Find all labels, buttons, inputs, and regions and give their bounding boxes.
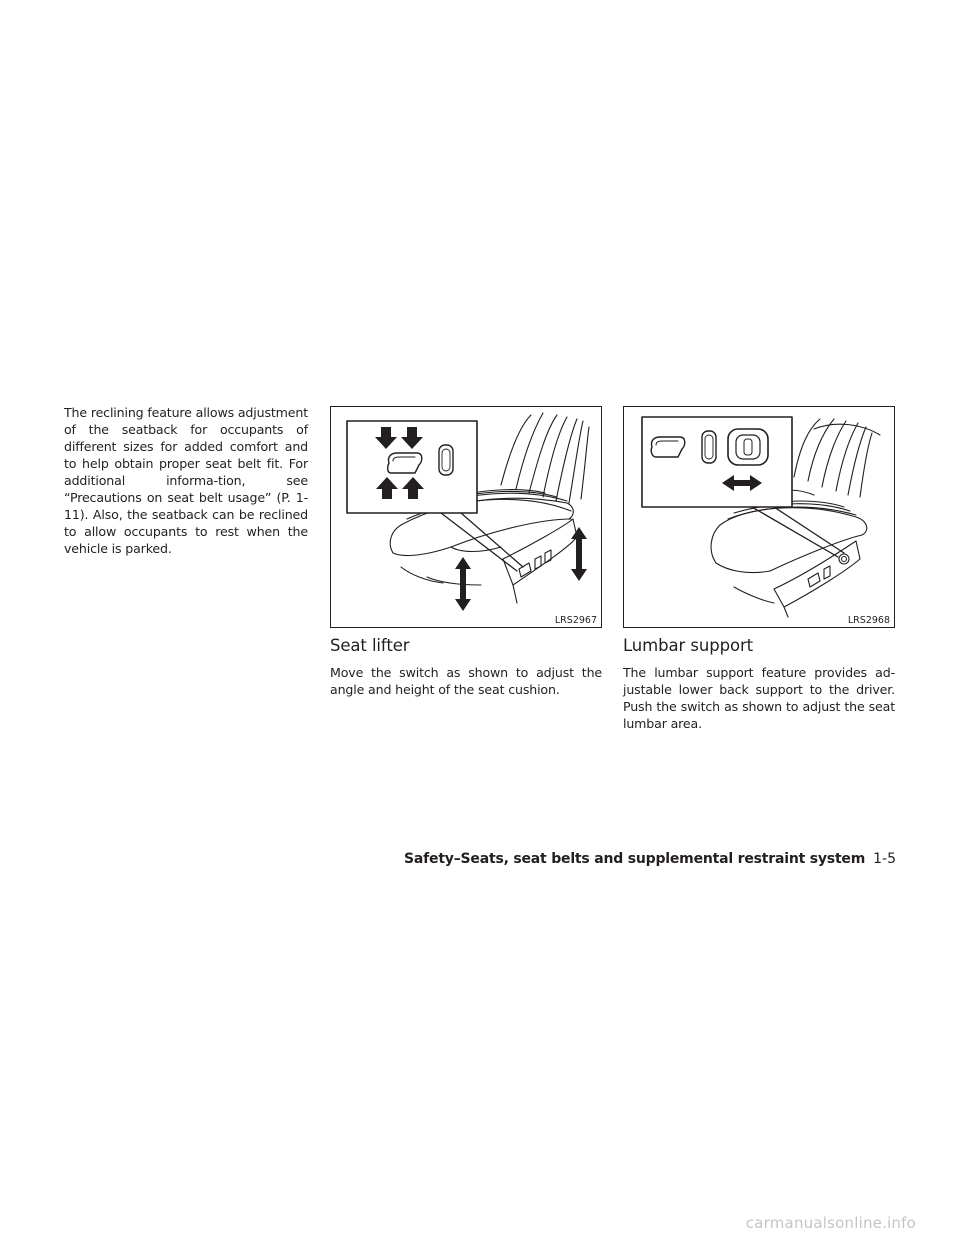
page-number: 1-5	[873, 851, 896, 867]
lumbar-support-section	[623, 636, 895, 732]
section-heading: Lumbar support	[623, 636, 753, 655]
chapter-title: Safety–Seats, seat belts and supplemental restraint system	[404, 851, 866, 867]
seat-lifter-section	[330, 636, 602, 698]
watermark: carmanualsonline.info	[745, 1214, 916, 1232]
lumbar-support-figure	[623, 406, 895, 628]
seat-lifter-figure	[330, 406, 602, 628]
lumbar-support-switch-illustration	[624, 407, 895, 628]
page-footer	[404, 850, 896, 868]
section-paragraph: Move the switch as shown to adjust the angle and height of the seat cushion.	[330, 665, 602, 697]
section-paragraph: The lumbar support feature provides ad-justable lower back support to the driver. Push the switch as shown to adjust the seat lumbar area.	[623, 665, 895, 731]
section-heading: Seat lifter	[330, 636, 410, 655]
intro-paragraph: The reclining feature allows adjustment of the seatback for occupants of different sizes for added comfort and to help obtain proper seat belt fit. For additional informa-tion, see “Precautions on seat belt usage” (P. 1-11). Also, the seatback can be reclined to allow occupants to rest when the vehicle is parked.	[64, 405, 308, 556]
intro-column	[64, 404, 308, 557]
figure-code: LRS2967	[554, 615, 597, 626]
seat-lifter-switch-illustration	[331, 407, 602, 628]
figure-code: LRS2968	[847, 615, 890, 626]
